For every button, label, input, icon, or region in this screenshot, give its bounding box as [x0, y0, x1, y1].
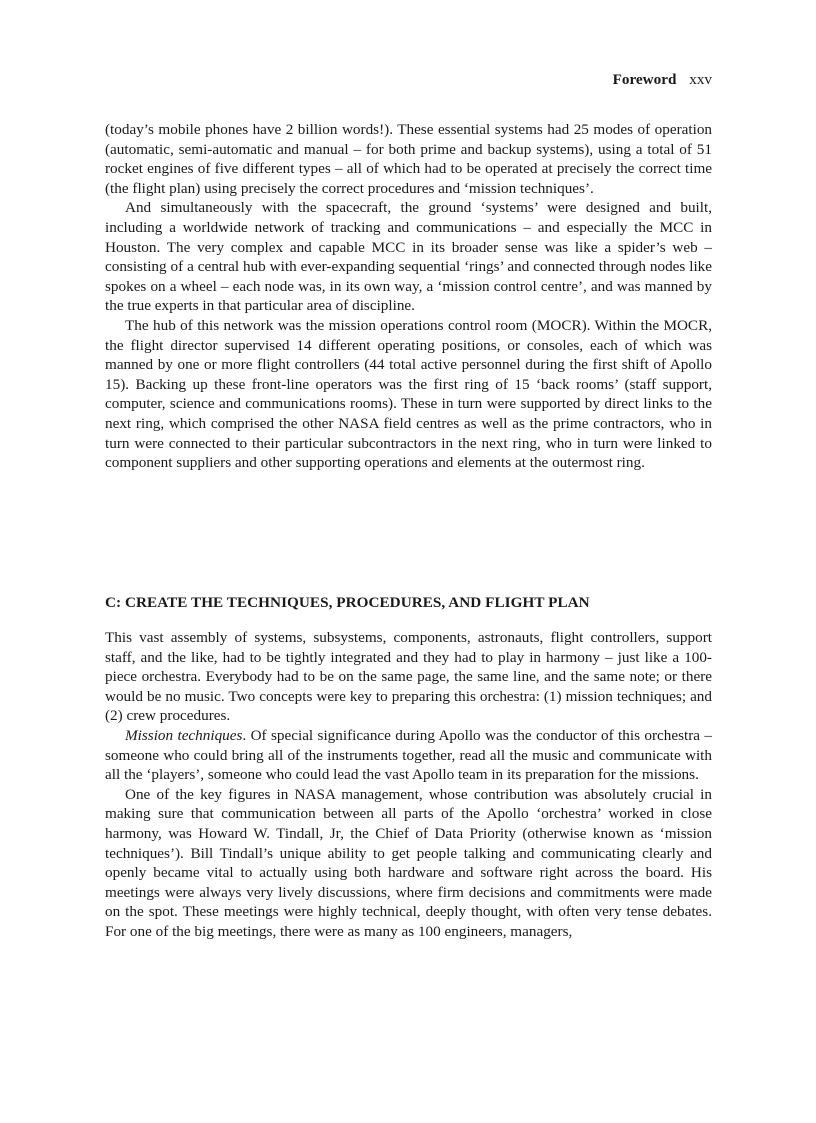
running-head-title: Foreword: [612, 71, 677, 88]
running-head: [613, 70, 712, 90]
section-heading: C: CREATE THE TECHNIQUES, PROCEDURES, AND FLIGHT PLAN: [105, 594, 590, 611]
paragraph: The hub of this network was the mission operations control room (MOCR). Within the MOCR, the flight director supervised 14 different operating positions, or consoles, each of which was manned by one or more flight controllers (44 total active personnel during the first shift of Apollo 15). Backing up these front-line operators was the first ring of 15 ‘back rooms’ (staff support, computer, science and communications rooms). These in turn were supported by direct links to the next ring, which comprised the other NASA field centres as well as the prime contractors, who in turn were connected to their particular subcontractors in the next ring, who in turn were linked to component suppliers and other supporting operations and elements at the outermost ring.: [105, 316, 712, 472]
section-c-body: [105, 628, 712, 942]
run-in-heading: Mission techniques: [125, 726, 243, 744]
paragraph: (today’s mobile phones have 2 billion words!). These essential systems had 25 modes of operation (automatic, semi-automatic and manual – for both prime and backup systems), using a total of 51 rocket engines of five different types – all of which had to be operated at precisely the correct time (the flight plan) using precisely the correct procedures and ‘mission techniques’.: [105, 121, 712, 197]
paragraph-text: . Of special significance during Apollo was the conductor of this orchestra – someone who could bring all of the instruments together, read all the music and communicate with all the ‘players’, someone who could lead the vast Apollo team in its preparation for the missions.: [105, 726, 712, 784]
page-number: xxv: [689, 71, 712, 88]
paragraph: [105, 726, 712, 785]
paragraph: And simultaneously with the spacecraft, the ground ‘systems’ were designed and built, including a worldwide network of tracking and communications – and especially the MCC in Houston. The very complex and capable MCC in its broader sense was like a spider’s web – consisting of a central hub with ever-expanding sequential ‘rings’ and connected through nodes like spokes on a wheel – each node was, in its own way, a ‘mission control centre’, and was manned by the true experts in that particular area of discipline.: [105, 199, 712, 315]
paragraph: This vast assembly of systems, subsystems, components, astronauts, flight controllers, support staff, and the like, had to be tightly integrated and they had to play in harmony – just like a 100-piece orchestra. Everybody had to be on the same page, the same line, and the same note; or there would be no music. Two concepts were key to preparing this orchestra: (1) mission techniques; and (2) crew procedures.: [105, 629, 712, 725]
section-b-body: [105, 120, 712, 473]
paragraph: One of the key figures in NASA management, whose contribution was absolutely crucial in making sure that communication between all parts of the Apollo ‘orchestra’ worked in close harmony, was Howard W. Tindall, Jr, the Chief of Data Priority (otherwise known as ‘mission techniques’). Bill Tindall’s unique ability to get people talking and communicating clearly and openly became vital to actually using both hardware and software right across the board. His meetings were always very lively discussions, where firm decisions and commitments were made on the spot. These meetings were highly technical, deeply thought, with often very tense debates. For one of the big meetings, there were as many as 100 engineers, managers,: [105, 785, 712, 940]
